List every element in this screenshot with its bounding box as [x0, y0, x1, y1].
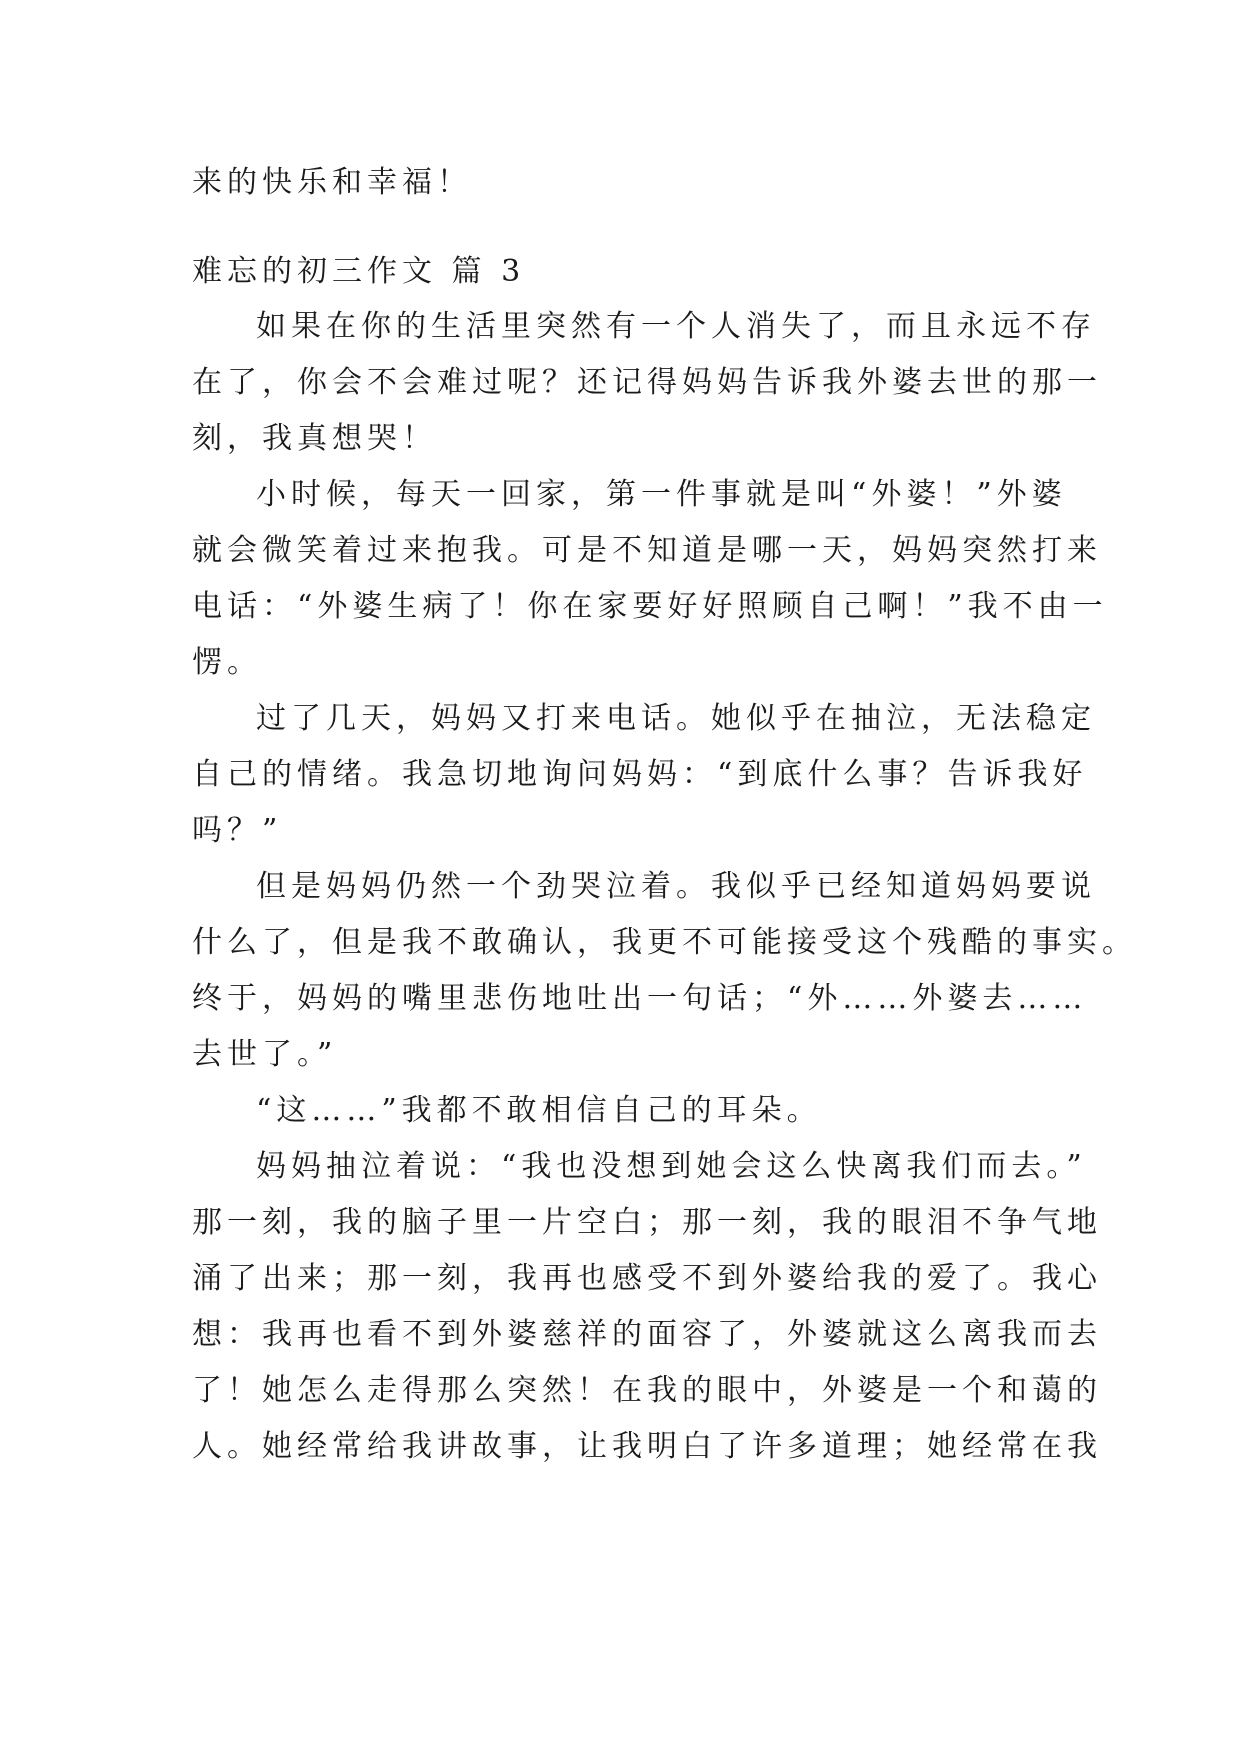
text-line: 但是妈妈仍然一个劲哭泣着。我似乎已经知道妈妈要说	[256, 869, 1096, 904]
text-line: “这……”我都不敢相信自己的耳朵。	[256, 1093, 822, 1128]
text-line: 过了几天，妈妈又打来电话。她似乎在抽泣，无法稳定	[256, 701, 1096, 736]
text-line: 什么了，但是我不敢确认，我更不可能接受这个残酷的事实。	[192, 925, 1137, 960]
text-line: 那一刻，我的脑子里一片空白；那一刻，我的眼泪不争气地	[192, 1205, 1102, 1240]
text-line: 如果在你的生活里突然有一个人消失了，而且永远不存	[256, 309, 1096, 344]
text-line: 吗？”	[192, 813, 283, 848]
text-line: 涌了出来；那一刻，我再也感受不到外婆给我的爱了。我心	[192, 1261, 1102, 1296]
text-line: 人。她经常给我讲故事，让我明白了许多道理；她经常在我	[192, 1429, 1102, 1464]
text-line: 了！她怎么走得那么突然！在我的眼中，外婆是一个和蔼的	[192, 1373, 1102, 1408]
continuation-line: 来的快乐和幸福！	[192, 165, 472, 200]
text-line: 自己的情绪。我急切地询问妈妈：“到底什么事？告诉我好	[192, 757, 1088, 792]
text-line: 就会微笑着过来抱我。可是不知道是哪一天，妈妈突然打来	[192, 533, 1102, 568]
text-line: 愣。	[192, 645, 262, 680]
text-line: 电话：“外婆生病了！你在家要好好照顾自己啊！”我不由一	[192, 589, 1108, 624]
text-line: 妈妈抽泣着说：“我也没想到她会这么快离我们而去。”	[256, 1149, 1087, 1184]
essay-heading: 难忘的初三作文 篇 3	[192, 254, 526, 289]
text-line: 刻，我真想哭！	[192, 421, 437, 456]
text-line: 终于，妈妈的嘴里悲伤地吐出一句话；“外……外婆去……	[192, 981, 1088, 1016]
text-line: 在了，你会不会难过呢？还记得妈妈告诉我外婆去世的那一	[192, 365, 1102, 400]
text-line: 想：我再也看不到外婆慈祥的面容了，外婆就这么离我而去	[192, 1317, 1102, 1352]
text-line: 去世了。”	[192, 1037, 338, 1072]
text-line: 小时候，每天一回家，第一件事就是叫“外婆！”外婆	[256, 477, 1067, 512]
